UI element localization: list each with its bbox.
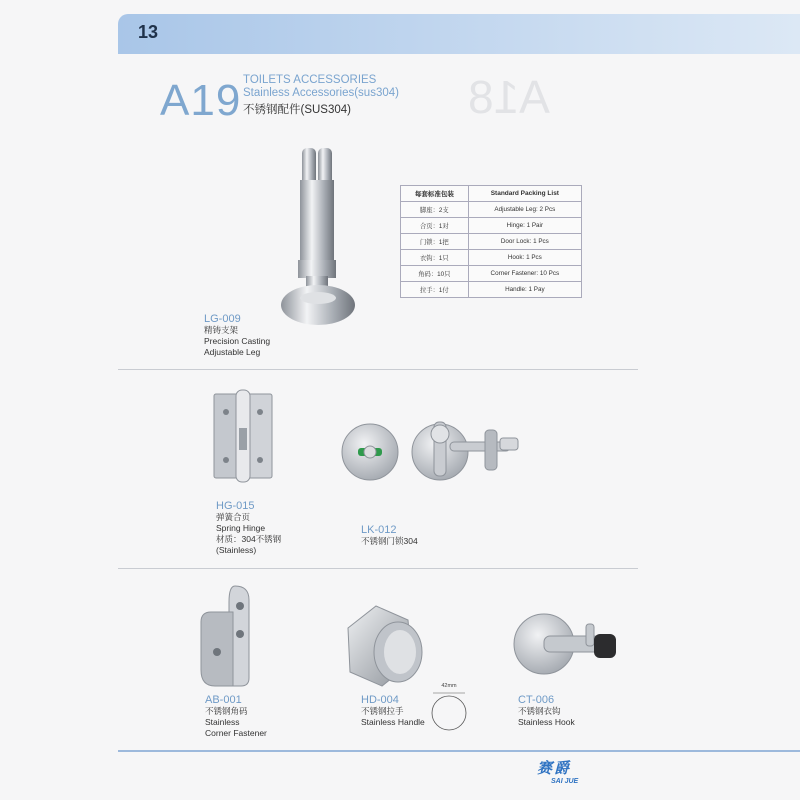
product-desc-en: Corner Fastener <box>205 728 267 738</box>
footer-divider <box>118 750 800 752</box>
section-title-cn: 不锈钢配件(SUS304) <box>243 104 351 116</box>
product-hd004 <box>361 694 425 728</box>
logo-en: SAI JUE <box>551 778 579 785</box>
product-code: CT-006 <box>518 694 555 706</box>
product-desc-en: Stainless <box>205 717 240 727</box>
packing-header-en: Standard Packing List <box>468 186 581 202</box>
product-material: 材质：304不锈钢 <box>216 534 282 544</box>
product-code: LG-009 <box>204 313 241 325</box>
packing-cell: Handle: 1 Pay <box>468 282 581 298</box>
table-row <box>401 218 582 234</box>
brand-logo <box>537 757 609 795</box>
product-ab001 <box>205 694 267 739</box>
product-lg009 <box>204 313 270 358</box>
table-row <box>401 266 582 282</box>
table-row <box>401 250 582 266</box>
packing-cell: 角码：10只 <box>401 266 469 282</box>
product-hg015 <box>216 500 281 556</box>
product-code: AB-001 <box>205 694 242 706</box>
packing-cell: Corner Fastener: 10 Pcs <box>468 266 581 282</box>
packing-list-table <box>400 185 582 298</box>
handle-dimension <box>429 683 469 689</box>
product-code: HG-015 <box>216 500 255 512</box>
packing-cell: 拉手：1付 <box>401 282 469 298</box>
product-desc-en: Spring Hinge <box>216 523 266 533</box>
product-lk012 <box>361 524 418 547</box>
product-ct006 <box>518 694 575 728</box>
table-row <box>401 202 582 218</box>
product-desc-en: Stainless Handle <box>361 717 425 727</box>
product-code: HD-004 <box>361 694 399 706</box>
section-code: A19 <box>160 76 242 125</box>
adjustable-leg-image <box>280 140 360 340</box>
logo-cn: 赛爵 <box>537 759 572 777</box>
product-desc-en: Precision Casting <box>204 336 271 346</box>
packing-cell: 合页：1对 <box>401 218 469 234</box>
packing-cell: 门锁：1把 <box>401 234 469 250</box>
packing-cell: Hinge: 1 Pair <box>468 218 581 234</box>
section-title-en: TOILETS ACCESSORIES <box>243 74 377 86</box>
ghost-bleedthrough: A18 <box>468 71 550 123</box>
dimension-label: 42mm <box>441 683 457 689</box>
header-band <box>118 14 800 54</box>
spring-hinge-image <box>212 388 274 488</box>
packing-cell: Hook: 1 Pcs <box>468 250 581 266</box>
handle-dimension-diagram <box>429 691 469 733</box>
page-number: 13 <box>138 22 159 42</box>
product-desc-cn: 不锈钢拉手 <box>361 706 404 716</box>
table-row <box>401 282 582 298</box>
product-desc-cn: 不锈钢衣钩 <box>518 706 561 716</box>
product-desc-en: (Stainless) <box>216 545 257 555</box>
packing-cell: Adjustable Leg: 2 Pcs <box>468 202 581 218</box>
packing-cell: Door Lock: 1 Pcs <box>468 234 581 250</box>
product-desc-en: Stainless Hook <box>518 717 575 727</box>
product-desc-cn: 弹簧合页 <box>216 512 251 522</box>
section-divider <box>118 568 638 569</box>
product-desc-en: Adjustable Leg <box>204 347 261 357</box>
corner-fastener-image <box>195 582 267 690</box>
packing-cell: 脚座：2支 <box>401 202 469 218</box>
table-row <box>401 234 582 250</box>
product-code: LK-012 <box>361 524 397 536</box>
section-divider <box>118 369 638 370</box>
packing-header-cn: 每套标准包装 <box>401 186 469 202</box>
product-desc-cn: 不锈钢角码 <box>205 706 248 716</box>
door-lock-image <box>340 412 520 492</box>
section-subtitle-en: Stainless Accessories(sus304) <box>243 87 399 99</box>
packing-cell: 衣钩：1只 <box>401 250 469 266</box>
product-desc-cn: 精铸支架 <box>204 325 239 335</box>
handle-image <box>342 600 428 690</box>
product-desc-cn: 不锈钢门锁304 <box>361 536 418 546</box>
hook-image <box>510 606 620 686</box>
